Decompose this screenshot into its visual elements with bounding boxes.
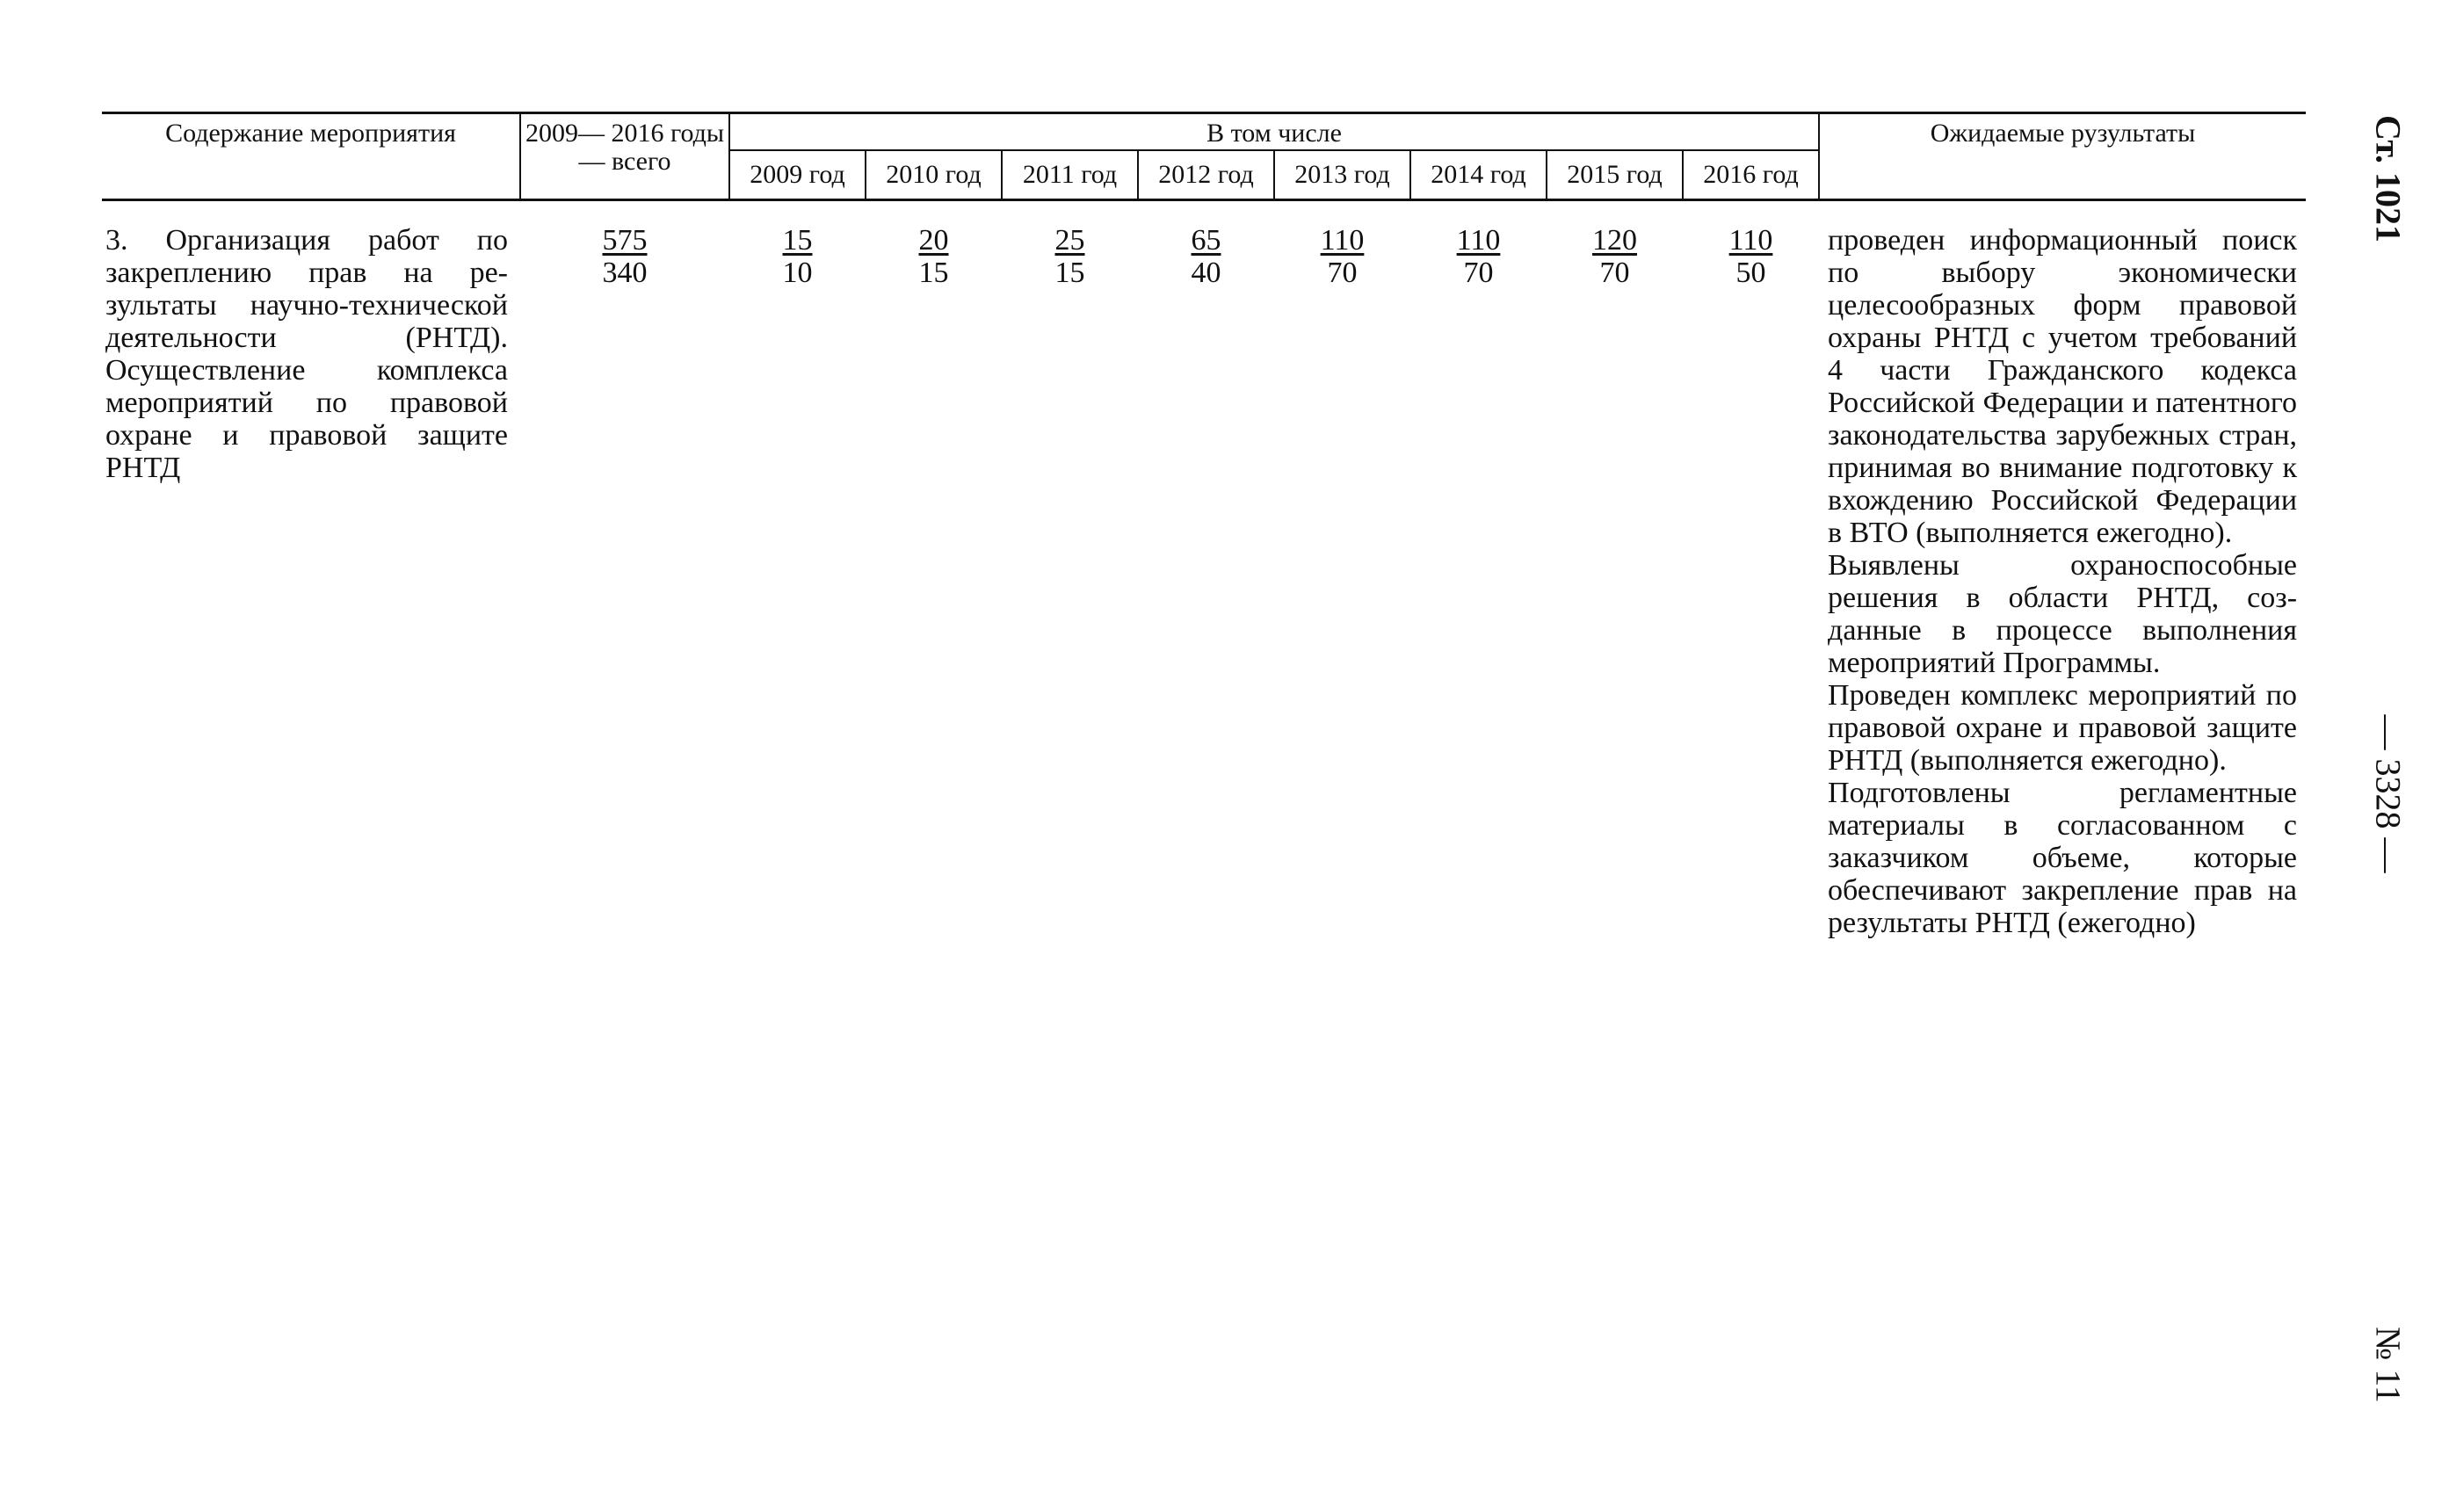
header-year-2014: 2014 год — [1410, 150, 1547, 200]
row-year-2011 — [1002, 200, 1138, 940]
row-year-2009 — [729, 200, 866, 940]
result-paragraph: проведен информационный поиск по выбору экономически целесообразных форм правовой охраны РНТД с учетом требований 4 части Гражданского кодекса Российской Федерации и патентного законодательства зарубежных стран, принимая во внимание подготовку к вхождению Российской Федерации в ВТО (выполняется ежегодно). — [1828, 224, 2298, 549]
page-number: — 3328 — — [2368, 714, 2409, 873]
year-top-value: 25 — [1054, 224, 1085, 257]
header-row-1 — [102, 113, 2306, 151]
row-year-2013 — [1274, 200, 1410, 940]
year-top-value: 110 — [1728, 224, 1773, 257]
year-bottom-value: 15 — [918, 257, 949, 289]
year-top-value: 110 — [1456, 224, 1501, 257]
row-year-2010 — [866, 200, 1002, 940]
year-top-value: 15 — [782, 224, 813, 257]
header-year-2011: 2011 год — [1002, 150, 1138, 200]
result-paragraph: Выявлены охраноспособные решения в области РНТД, созданные в процессе выполнения мероприятий Программы. — [1828, 549, 2298, 679]
year-top-value: 120 — [1592, 224, 1637, 257]
header-year-2010: 2010 год — [866, 150, 1002, 200]
header-year-2012: 2012 год — [1138, 150, 1274, 200]
total-top-value: 575 — [602, 224, 648, 257]
header-including: В том числе — [729, 113, 1819, 151]
year-top-value: 20 — [918, 224, 949, 257]
year-top-value: 65 — [1191, 224, 1221, 257]
year-bottom-value: 50 — [1735, 257, 1766, 289]
header-total: 2009— 2016 годы — всего — [520, 113, 729, 200]
header-year-2009: 2009 год — [729, 150, 866, 200]
row-year-2012 — [1138, 200, 1274, 940]
year-bottom-value: 70 — [1463, 257, 1494, 289]
article-number: Ст. 1021 — [2368, 115, 2409, 242]
total-bottom-value: 340 — [602, 257, 648, 289]
header-year-2016: 2016 год — [1683, 150, 1819, 200]
row-total — [520, 200, 729, 940]
row-year-2014 — [1410, 200, 1547, 940]
header-content: Содержание мероприятия — [102, 113, 520, 200]
header-year-2013: 2013 год — [1274, 150, 1410, 200]
issue-number: № 11 — [2368, 1327, 2409, 1403]
row-content: 3. Организация работ по закреплению прав на результаты научно-технической деятельности (РНТД). Осуществление комплекса мероприятий по правовой охране и правовой защите РНТД — [105, 224, 508, 484]
header-year-2015: 2015 год — [1547, 150, 1683, 200]
year-bottom-value: 15 — [1054, 257, 1085, 289]
program-table — [102, 112, 2306, 939]
year-bottom-value: 10 — [782, 257, 813, 289]
row-year-2016 — [1683, 200, 1819, 940]
year-bottom-value: 40 — [1191, 257, 1221, 289]
row-year-2015 — [1547, 200, 1683, 940]
year-top-value: 110 — [1320, 224, 1365, 257]
table-row — [102, 200, 2306, 940]
year-bottom-value: 70 — [1327, 257, 1358, 289]
year-bottom-value: 70 — [1599, 257, 1630, 289]
result-paragraph: Подготовлены регламентные материалы в согласованном с заказчиком объеме, которые обеспечивают закрепление прав на результаты РНТД (ежегодно) — [1828, 777, 2298, 939]
row-results — [1819, 200, 2306, 940]
header-results: Ожидаемые рузультаты — [1819, 113, 2306, 200]
result-paragraph: Проведен комплекс мероприятий по правовой охране и правовой защите РНТД (выполняется ежегодно). — [1828, 679, 2298, 777]
